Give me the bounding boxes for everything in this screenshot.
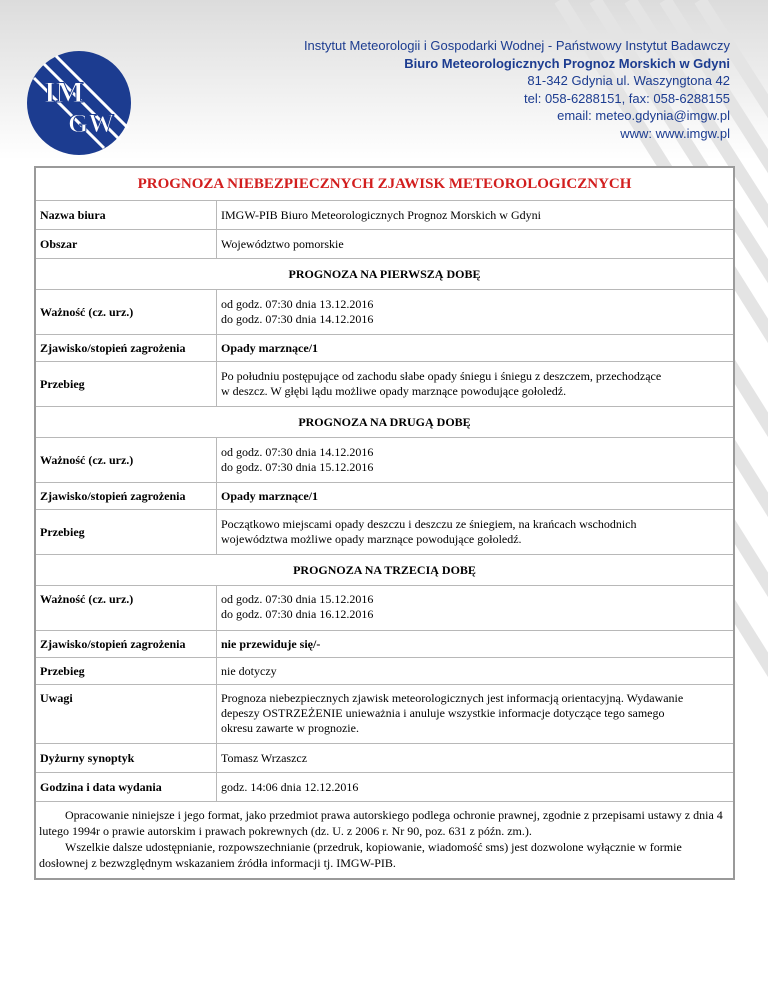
org-website: www: www.imgw.pl <box>620 125 730 141</box>
day2-phenomenon-row <box>36 482 733 509</box>
office-value: IMGW-PIB Biuro Meteorologicznych Prognoz Morskich w Gdyni <box>221 207 541 222</box>
day2-course-line1: Początkowo miejscami opady deszczu i deszczu ze śniegiem, na krańcach wschodnich <box>221 517 637 531</box>
day3-phenomenon-row <box>36 630 733 657</box>
notes-line3: okresu zawarte w prognozie. <box>221 721 359 735</box>
org-phone: tel: 058-6288151, fax: 058-6288155 <box>523 90 730 106</box>
day3-validity-to: do godz. 07:30 dnia 16.12.2016 <box>221 607 374 621</box>
distribution-paragraph: Wszelkie dalsze udostępnianie, rozpowszechnianie (przedruk, kopiowanie, wiadomość sms) jest dozwolone wyłącznie w formie dosłownej z bezwzględnym wskazaniem źródła informacji tj. IMGW-PIB. <box>39 840 682 870</box>
day1-phenomenon-label: Zjawisko/stopień zagrożenia <box>36 335 217 361</box>
form-title: PROGNOZA NIEBEZPIECZNYCH ZJAWISK METEOROLOGICZNYCH <box>137 175 632 192</box>
forecaster-value: Tomasz Wrzaszcz <box>221 750 308 765</box>
forecast-form <box>34 166 735 880</box>
day1-validity-from: od godz. 07:30 dnia 13.12.2016 <box>221 297 374 311</box>
org-email: email: meteo.gdynia@imgw.pl <box>557 108 730 123</box>
day2-validity-label: Ważność (cz. urz.) <box>36 438 217 482</box>
day2-course-label: Przebieg <box>36 510 217 554</box>
day1-validity-to: do godz. 07:30 dnia 14.12.2016 <box>221 312 374 326</box>
org-name: Instytut Meteorologii i Gospodarki Wodnej - Państwowy Instytut Badawczy <box>303 38 730 53</box>
notes-line2: depeszy OSTRZEŻENIE unieważnia i anuluje wszystkie informacje dotyczące tego samego <box>221 706 665 720</box>
day1-course-line2: w deszcz. W głębi lądu możliwe opady marznące powodujące gołoledź. <box>221 384 567 398</box>
svg-text:IM: IM <box>44 76 84 109</box>
day2-course-line2: województwa możliwe opady marznące powodujące gołoledź. <box>221 532 522 546</box>
day1-validity-label: Ważność (cz. urz.) <box>36 290 217 334</box>
day1-validity-row <box>36 289 733 334</box>
day2-phenomenon-label: Zjawisko/stopień zagrożenia <box>36 483 217 509</box>
day2-validity-to: do godz. 07:30 dnia 15.12.2016 <box>221 460 374 474</box>
issued-value: godz. 14:06 dnia 12.12.2016 <box>221 779 359 794</box>
day3-course-row <box>36 657 733 684</box>
forecaster-label: Dyżurny synoptyk <box>36 744 217 772</box>
area-row <box>36 229 733 258</box>
day2-validity-from: od godz. 07:30 dnia 14.12.2016 <box>221 445 374 459</box>
svg-text:GW: GW <box>68 109 115 138</box>
day1-course-line1: Po południu postępujące od zachodu słabe opady śniegu i śniegu z deszczem, przechodzące <box>221 369 662 383</box>
day1-phenomenon-value: Opady marznące/1 <box>221 340 318 355</box>
notes-label: Uwagi <box>36 685 217 743</box>
copyright-notice <box>36 801 733 878</box>
imgw-logo <box>24 48 134 158</box>
area-value: Województwo pomorskie <box>221 236 344 251</box>
notes-line1: Prognoza niebezpiecznych zjawisk meteorologicznych jest informacją orientacyjną. Wydawanie <box>221 691 684 705</box>
day2-validity-row <box>36 437 733 482</box>
day1-course-label: Przebieg <box>36 362 217 406</box>
office-row <box>36 200 733 229</box>
office-label: Nazwa biura <box>36 201 217 229</box>
day3-phenomenon-value: nie przewiduje się/- <box>221 636 321 651</box>
day3-header: PROGNOZA NA TRZECIĄ DOBĘ <box>36 554 733 585</box>
day3-validity-label: Ważność (cz. urz.) <box>36 586 217 630</box>
day3-course-label: Przebieg <box>36 658 217 684</box>
day1-header: PROGNOZA NA PIERWSZĄ DOBĘ <box>36 258 733 289</box>
issued-row <box>36 772 733 801</box>
day3-course-value: nie dotyczy <box>221 663 277 678</box>
day3-validity-row <box>36 585 733 630</box>
org-address: 81-342 Gdynia ul. Waszyngtona 42 <box>527 73 730 88</box>
organization-info <box>210 37 730 142</box>
header <box>0 0 768 150</box>
day2-phenomenon-value: Opady marznące/1 <box>221 488 318 503</box>
day3-validity-from: od godz. 07:30 dnia 15.12.2016 <box>221 592 374 606</box>
day1-phenomenon-row <box>36 334 733 361</box>
forecaster-row <box>36 743 733 772</box>
day2-course-row <box>36 509 733 554</box>
day3-phenomenon-label: Zjawisko/stopień zagrożenia <box>36 631 217 657</box>
notes-row <box>36 684 733 743</box>
area-label: Obszar <box>36 230 217 258</box>
day2-header: PROGNOZA NA DRUGĄ DOBĘ <box>36 406 733 437</box>
issued-label: Godzina i data wydania <box>36 773 217 801</box>
copyright-paragraph: Opracowanie niniejsze i jego format, jako przedmiot prawa autorskiego podlega ochronie prawnej, zgodnie z przepisami ustawy z dnia 4 lutego 1994r o prawie autorskim i prawach pokrewnych (dz. U. z 2006 r. Nr 90, poz. 631 z późn. zm.). <box>39 808 723 838</box>
day1-course-row <box>36 361 733 406</box>
office-name: Biuro Meteorologicznych Prognoz Morskich w Gdyni <box>404 55 730 71</box>
